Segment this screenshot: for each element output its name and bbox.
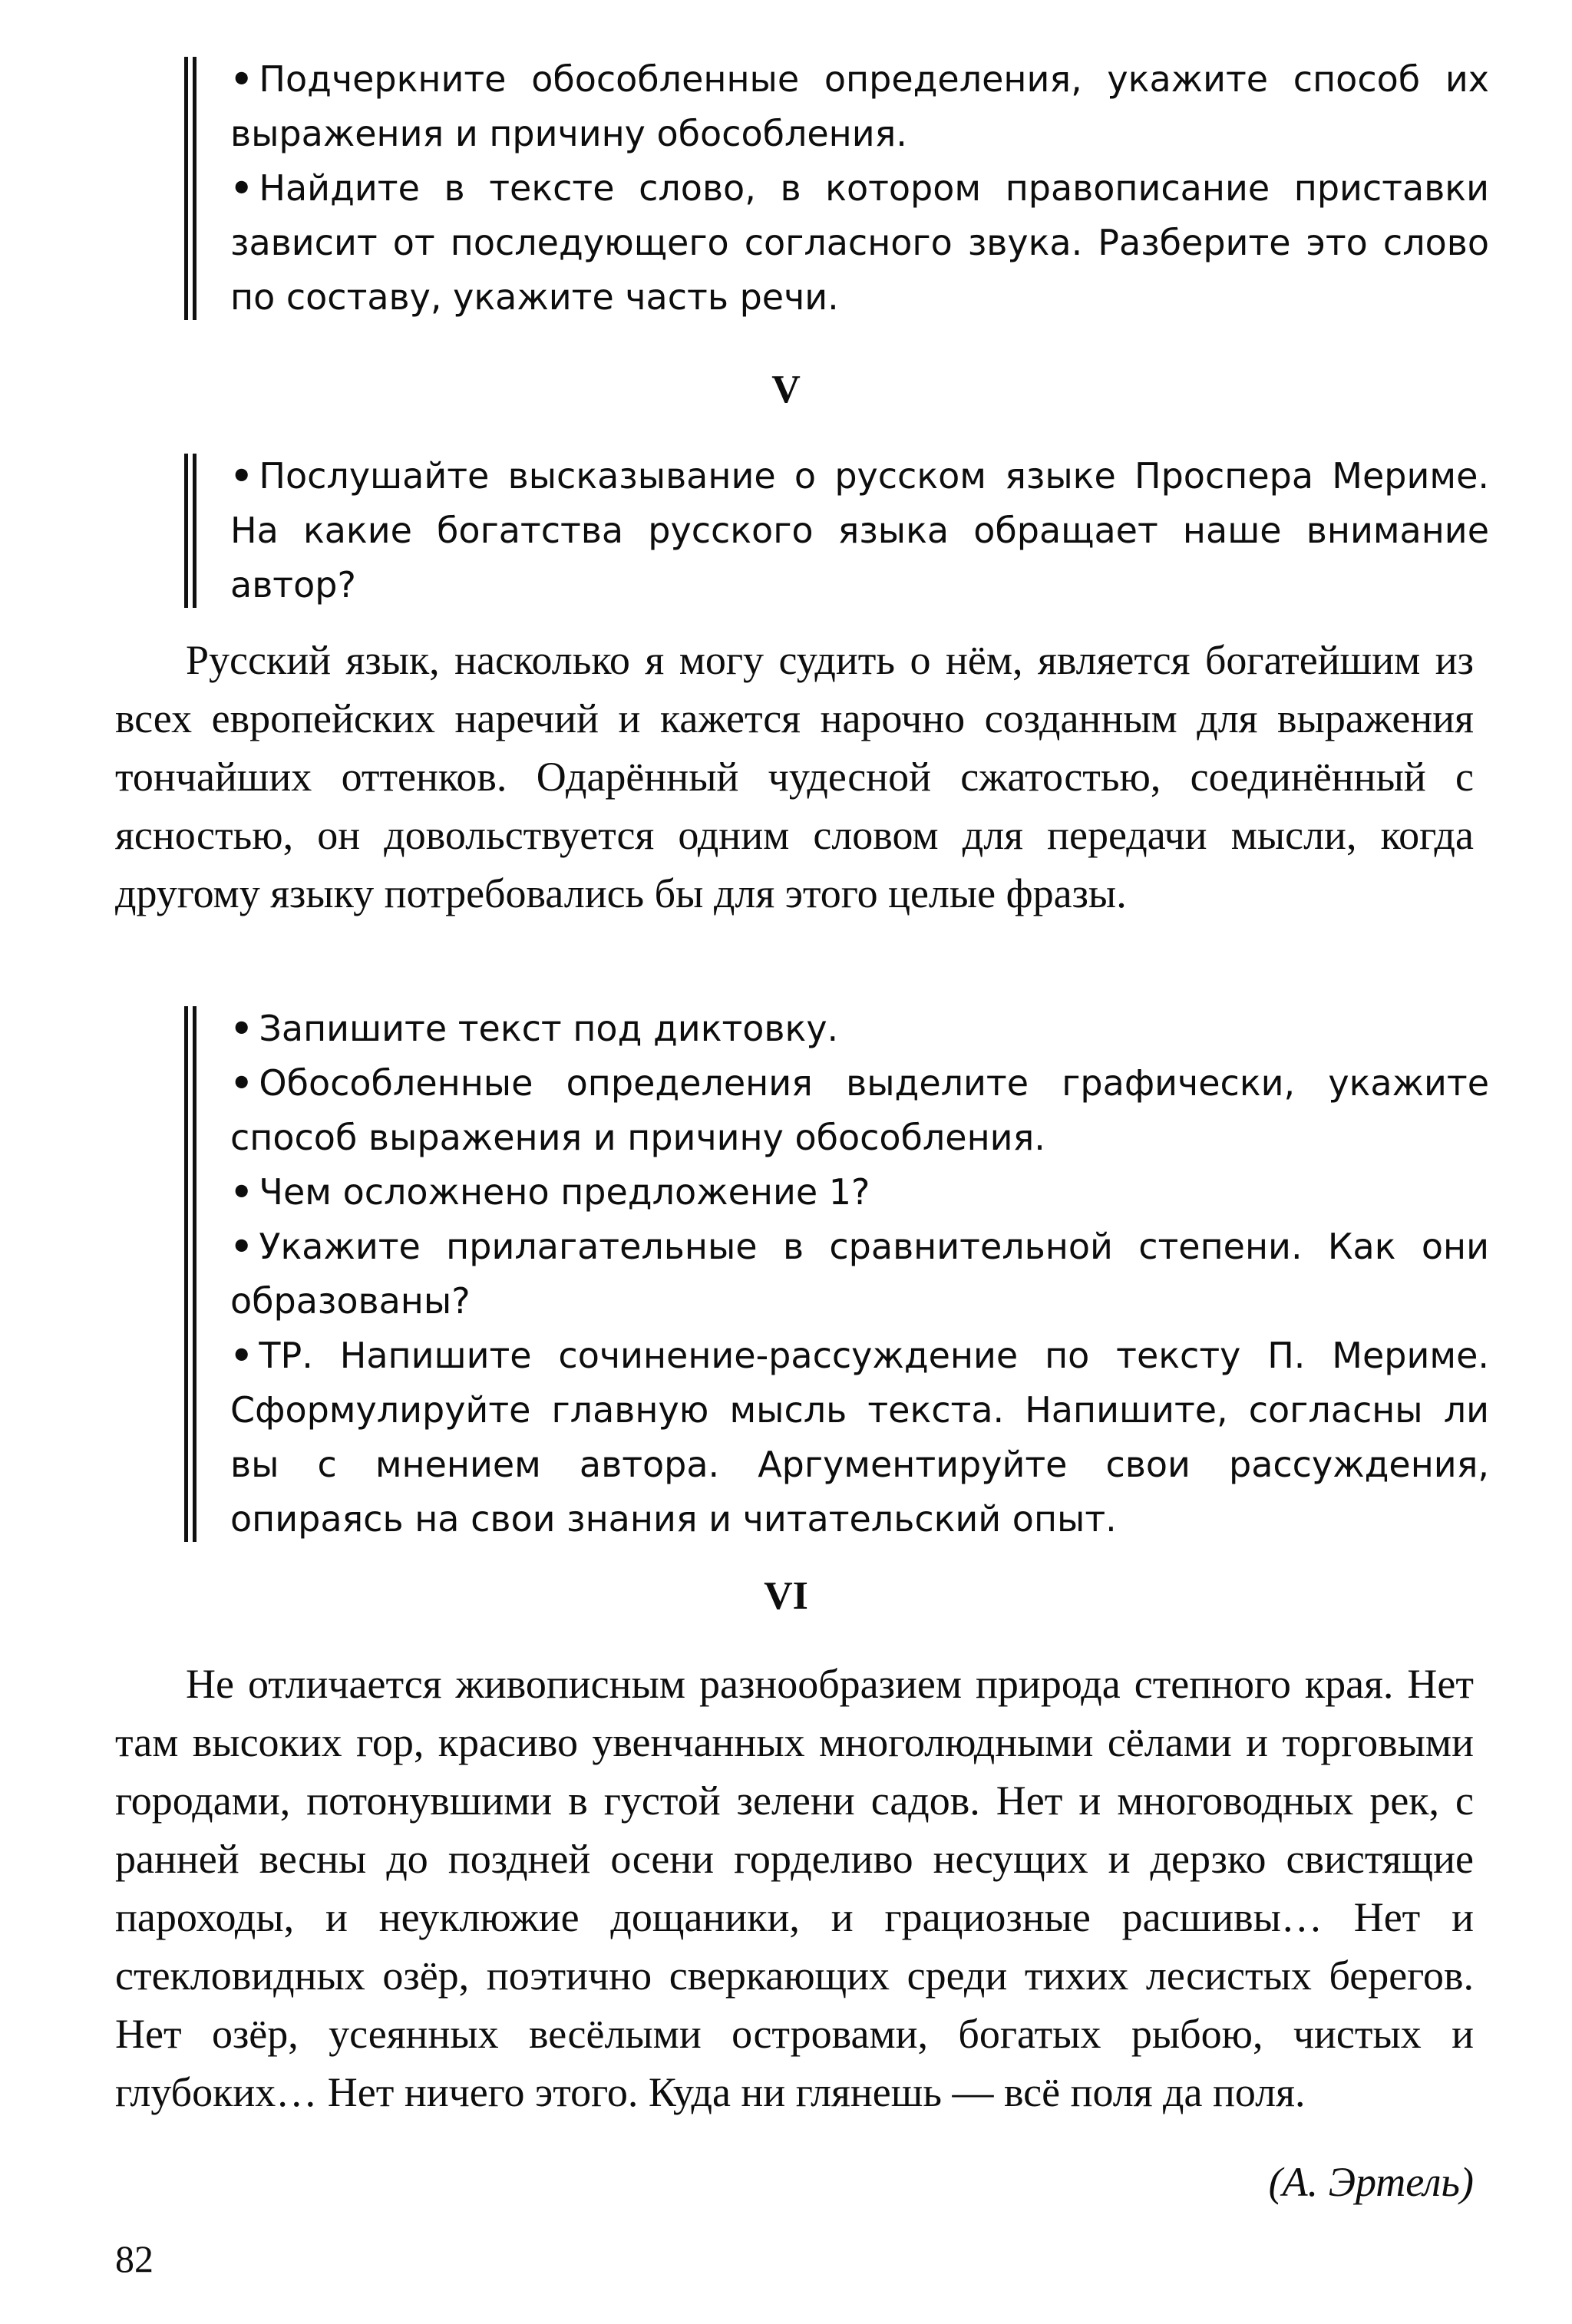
bullet-icon: • bbox=[230, 58, 253, 100]
task-block-1 bbox=[184, 52, 1489, 325]
task-block-v-tasks bbox=[184, 1002, 1489, 1547]
prose-text: Русский язык, насколько я могу судить о нём, является богатейшим из всех европейских наречий и кажется нарочно созданным для выражения тончайших оттенков. Одарённый чудесной сжатостью, соединённый с ясностью, он довольствуется одним словом для передачи мысли, когда другому языку потребовались бы для этого целые фразы. bbox=[115, 637, 1474, 916]
task-text: Подчеркните обособленные определения, укажите способ их выражения и причину обособления. bbox=[230, 58, 1489, 154]
task-item bbox=[230, 1220, 1489, 1329]
task-text: Послушайте высказывание о русском языке Проспера Мериме. На какие богатства русского языка обращает наше внимание автор? bbox=[230, 455, 1489, 606]
section-number-vi: VI bbox=[764, 1574, 808, 1618]
task-text: Чем осложнено предложение 1? bbox=[259, 1171, 870, 1213]
prose-text: Не отличается живописным разнообразием природа степного края. Нет там высоких гор, красиво увенчанных многолюдными сёлами и торговыми городами, потонувшими в густой зелени садов. Нет и многоводных рек, с ранней весны до поздней осени горделиво несущих и дерзко свистящие пароходы, и неуклюжие дощаники, и грациозные расшивы… Нет и стекловидных озёр, поэтично сверкающих среди тихих лесистых берегов. Нет озёр, усеянных весёлыми островами, богатых рыбою, чистых и глубоких… Нет ничего этого. Куда ни глянешь — всё поля да поля. bbox=[115, 1661, 1474, 2115]
bullet-icon: • bbox=[230, 1008, 253, 1049]
task-text: Обособленные определения выделите графически, укажите способ выражения и причину обособления. bbox=[230, 1062, 1489, 1158]
author-signature: (А. Эртель) bbox=[1268, 2159, 1474, 2205]
bullet-icon: • bbox=[230, 167, 253, 209]
task-item bbox=[230, 1165, 1489, 1220]
task-block-v-intro bbox=[184, 449, 1489, 612]
task-text: ТР. Напишите сочинение-рассуждение по тексту П. Мериме. Сформулируйте главную мысль текста. Напишите, согласны ли вы с мнением автора. Аргументируйте свои рассуждения, опираясь на свои знания и читательский опыт. bbox=[230, 1335, 1489, 1540]
task-item bbox=[230, 449, 1489, 612]
margin-bar bbox=[184, 57, 196, 320]
bullet-icon: • bbox=[230, 1062, 253, 1104]
task-item bbox=[230, 1002, 1489, 1056]
page-number: 82 bbox=[115, 2237, 154, 2280]
bullet-icon: • bbox=[230, 455, 253, 497]
task-item bbox=[230, 161, 1489, 325]
task-text: Найдите в тексте слово, в котором правописание приставки зависит от последующего согласного звука. Разберите это слово по составу, укажите часть речи. bbox=[230, 167, 1489, 318]
bullet-icon: • bbox=[230, 1171, 253, 1213]
bullet-icon: • bbox=[230, 1226, 253, 1267]
task-text: Укажите прилагательные в сравнительной степени. Как они образованы? bbox=[230, 1226, 1489, 1322]
task-item bbox=[230, 1056, 1489, 1165]
task-item bbox=[230, 1329, 1489, 1547]
task-text: Запишите текст под диктовку. bbox=[259, 1008, 839, 1049]
margin-bar bbox=[184, 454, 196, 608]
margin-bar bbox=[184, 1006, 196, 1542]
bullet-icon: • bbox=[230, 1335, 253, 1376]
task-item bbox=[230, 52, 1489, 161]
section-number-v: V bbox=[771, 368, 801, 411]
text-vi bbox=[115, 1655, 1474, 2121]
text-v bbox=[115, 631, 1474, 923]
